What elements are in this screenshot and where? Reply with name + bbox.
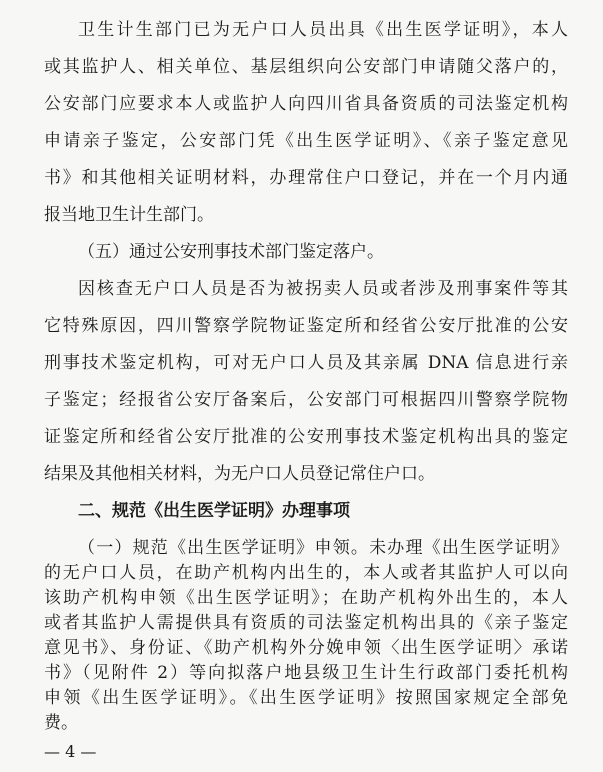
text-line: 或其监护人、相关单位、基层组织向公安部门申请随父落户的， [44,57,568,77]
text-line: 证鉴定所和经省公安厅批准的公安刑事技术鉴定机构出具的鉴定 [44,427,568,447]
text-line: 或者其监护人需提供具有资质的司法鉴定机构出具的《亲子鉴定 [44,613,568,633]
page-number: — 4 — [44,742,97,761]
text-line: 公安部门应要求本人或监护人向四川省具备资质的司法鉴定机构 [44,94,568,114]
text-line: 报当地卫生计生部门。 [44,205,214,225]
text-line: 卫生计生部门已为无户口人员出具《出生医学证明》，本人 [78,20,568,40]
text-line: （一）规范《出生医学证明》申领。未办理《出生医学证明》 [78,538,568,558]
text-line: 书》和其他相关证明材料，办理常住户口登记，并在一个月内通 [44,168,568,188]
text-line: 申请亲子鉴定，公安部门凭《出生医学证明》、《亲子鉴定意见 [44,131,568,151]
text-line: 的无户口人员，在助产机构内出生的，本人或者其监护人可以向 [44,563,568,583]
text-line: 结果及其他相关材料，为无户口人员登记常住户口。 [44,464,435,484]
text-line: 书》（见附件 2）等向拟落户地县级卫生计生行政部门委托机构 [44,663,568,683]
text-line: 它特殊原因，四川警察学院物证鉴定所和经省公安厅批准的公安 [44,316,568,336]
text-line: 因核查无户口人员是否为被拐卖人员或者涉及刑事案件等其 [78,279,568,299]
section-heading: （五）通过公安刑事技术部门鉴定落户。 [78,242,384,262]
text-line: 申领《出生医学证明》。《出生医学证明》按照国家规定全部免 [44,688,568,708]
text-line: 刑事技术鉴定机构，可对无户口人员及其亲属 DNA 信息进行亲 [44,353,568,373]
section-heading: 二、规范《出生医学证明》办理事项 [78,501,350,521]
text-line: 子鉴定；经报省公安厅备案后，公安部门可根据四川警察学院物 [44,390,568,410]
text-line: 该助产机构申领《出生医学证明》；在助产机构外出生的，本人 [44,588,568,608]
text-line: 意见书》、身份证、《助产机构外分娩申领〈出生医学证明〉承诺 [44,638,568,658]
text-line: 费。 [44,713,78,733]
